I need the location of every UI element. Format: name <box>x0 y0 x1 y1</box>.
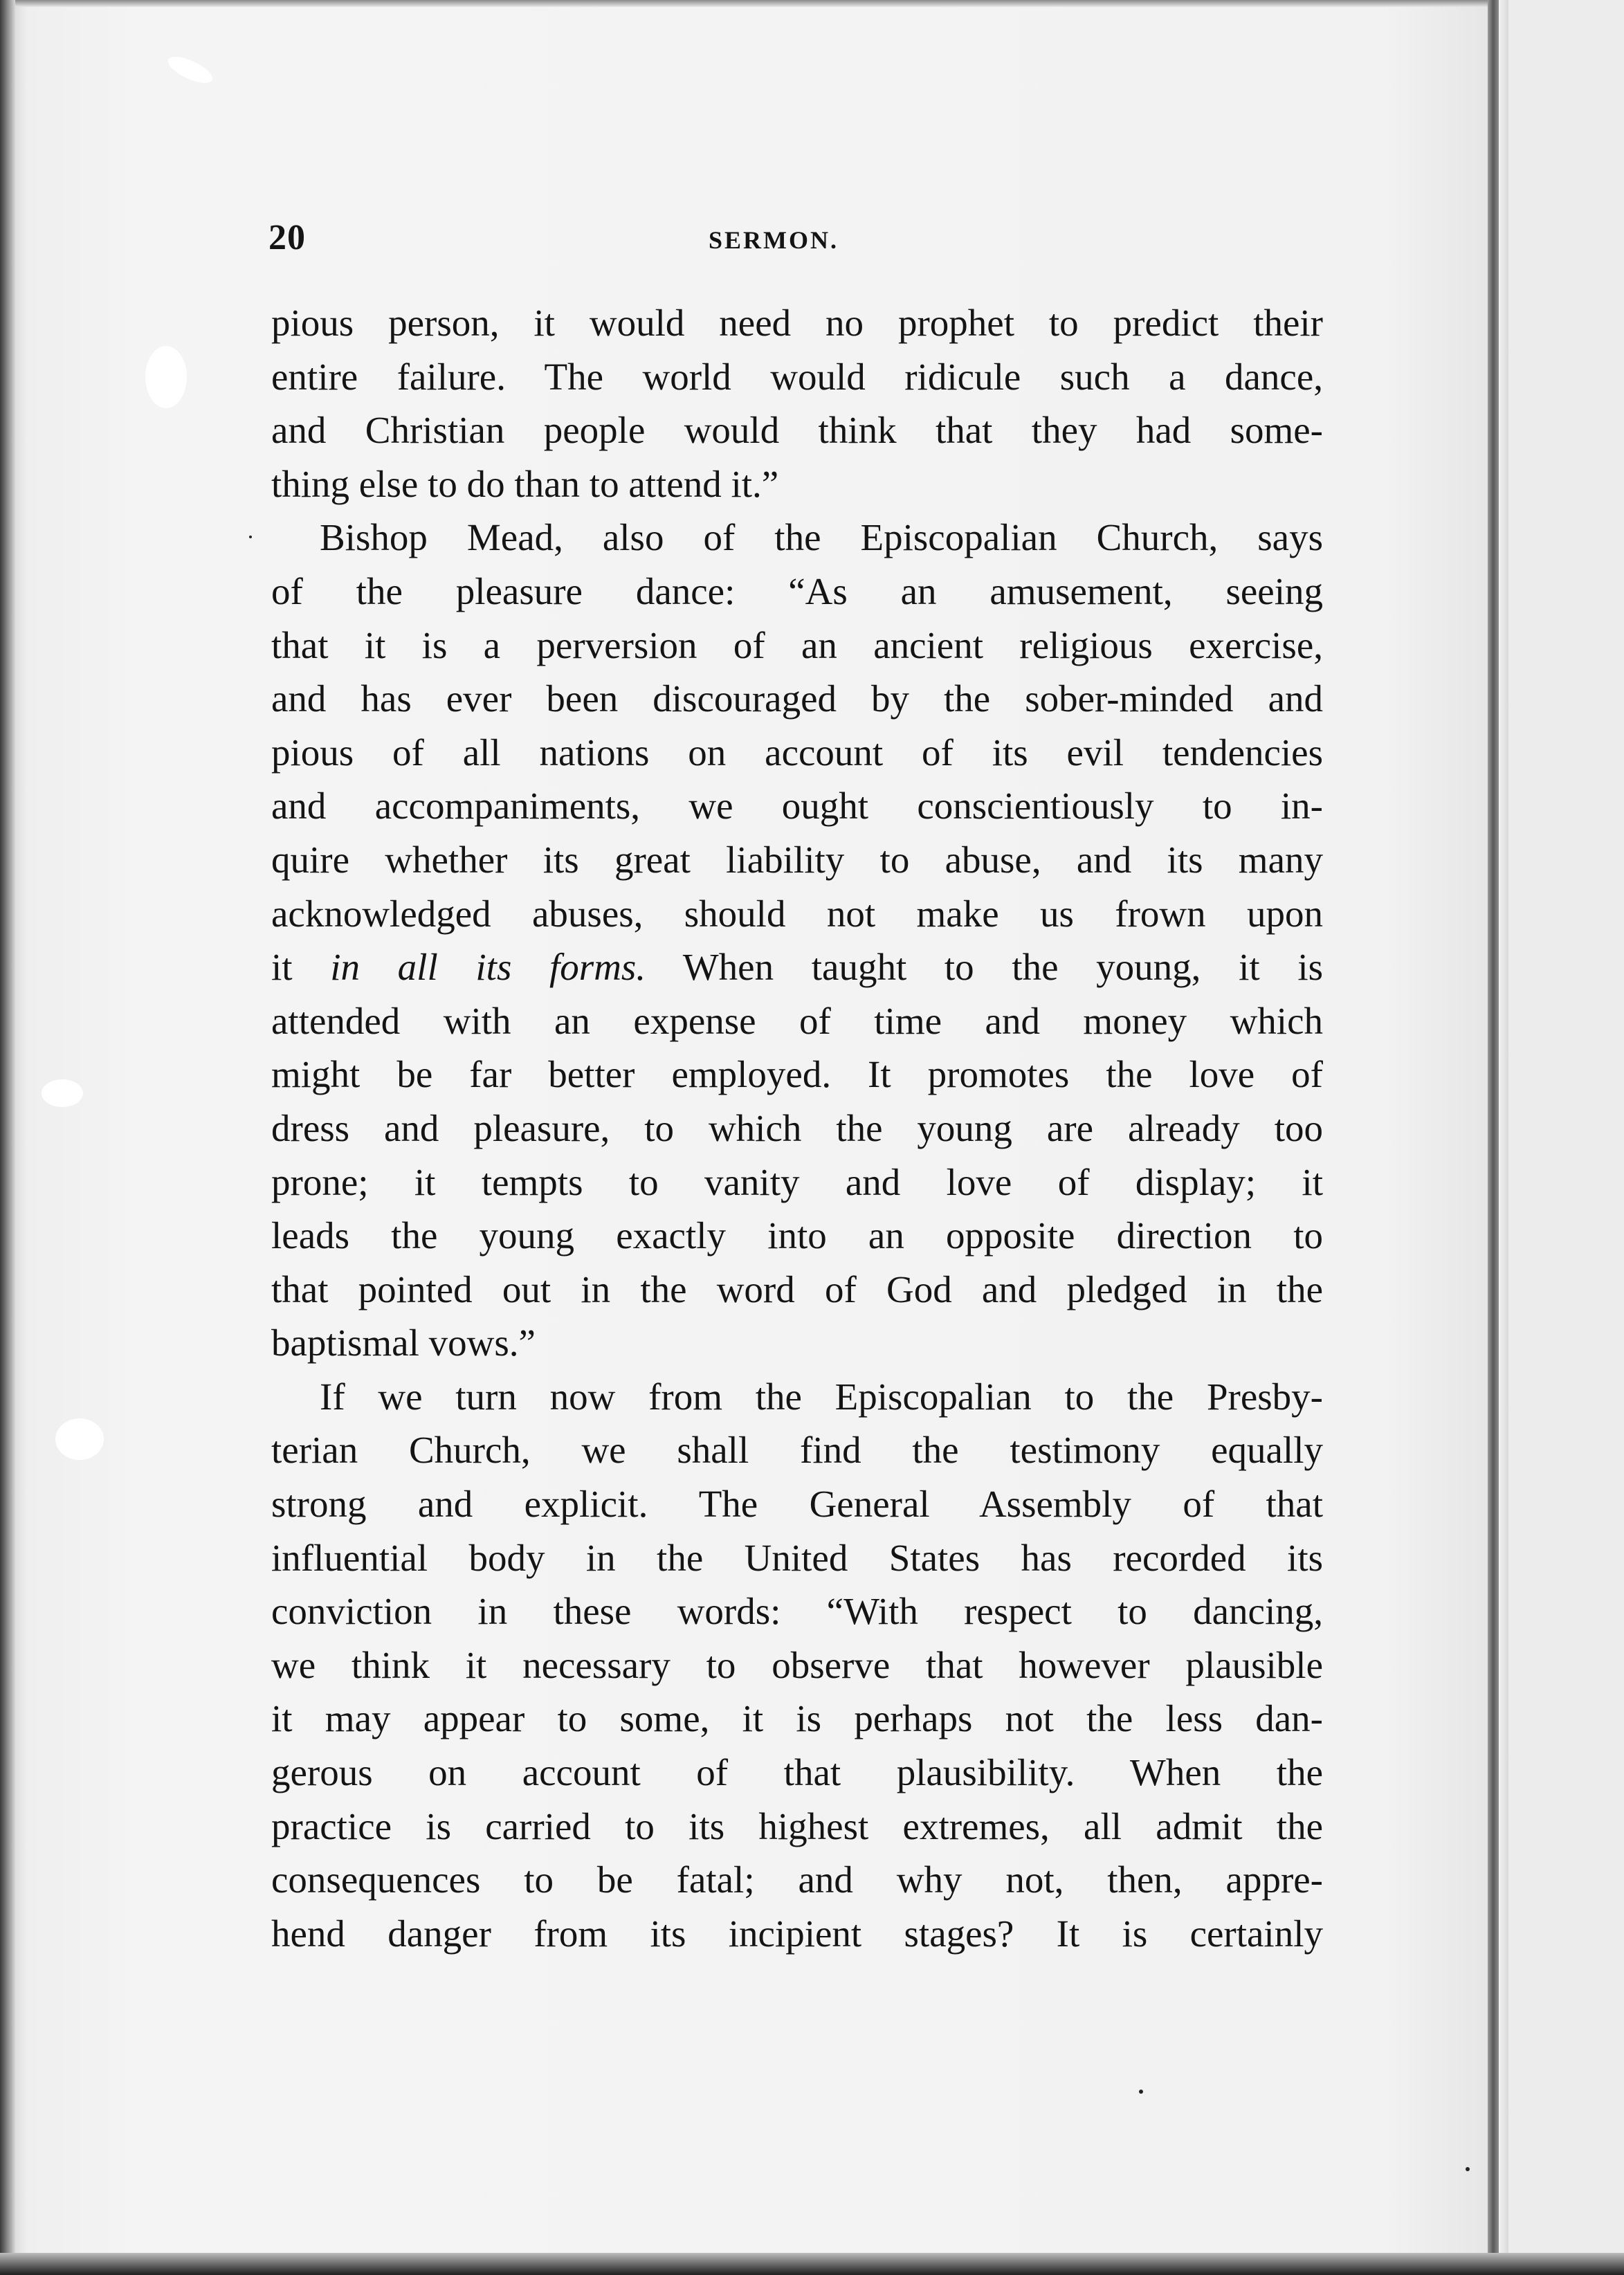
text-line: quire whether its great liability to abuse, and its many <box>271 838 1323 881</box>
text-line: gerous on account of that plausibility. When the <box>271 1751 1323 1794</box>
text-line: we think it necessary to observe that however plausible <box>271 1643 1323 1686</box>
text-line: pious of all nations on account of its evil tendencies <box>271 731 1323 774</box>
text-line: that it is a perversion of an ancient religious exercise, <box>271 623 1323 666</box>
text-line: leads the young exactly into an opposite direction to <box>271 1214 1323 1257</box>
scan-speck <box>42 1079 83 1107</box>
text-line: pious person, it would need no prophet to predict their <box>271 302 1323 344</box>
page-fold-shadow <box>1488 0 1499 2263</box>
text-line: terian Church, we shall find the testimony equally <box>271 1429 1323 1472</box>
text-line: acknowledged abuses, should not make us frown upon <box>271 892 1323 935</box>
scan-left-edge <box>0 0 15 2275</box>
running-head: SERMON. <box>709 226 839 254</box>
page-header <box>268 208 1320 270</box>
text-line: strong and explicit. The General Assembly of that <box>271 1483 1323 1526</box>
body-text <box>271 296 1323 1960</box>
scan-dot <box>249 536 252 538</box>
text-line: attended with an expense of time and money which <box>271 999 1323 1042</box>
text-line <box>271 940 1323 994</box>
right-margin <box>1508 0 1624 2263</box>
text-line: of the pleasure dance: “As an amusement, seeing <box>271 569 1323 612</box>
scan-dot <box>1466 2167 1470 2171</box>
text-line: prone; it tempts to vanity and love of display; it <box>271 1160 1323 1203</box>
scan-speck <box>55 1418 104 1460</box>
text-line: hend danger from its incipient stages? It is certainly <box>271 1912 1323 1955</box>
scan-speck <box>145 346 187 408</box>
text-line: If we turn now from the Episcopalian to the Presby- <box>320 1375 1323 1418</box>
scan-bottom-edge <box>0 2253 1624 2275</box>
page-number: 20 <box>268 218 306 257</box>
text-line-segment: it <box>271 946 331 989</box>
text-line: and has ever been discouraged by the sober-minded and <box>271 677 1323 720</box>
italic-emphasis: in all its forms. <box>330 946 646 989</box>
text-line: might be far better employed. It promotes the love of <box>271 1053 1323 1096</box>
text-line: it may appear to some, it is perhaps not the less dan- <box>271 1697 1323 1740</box>
text-line: thing else to do than to attend it.” <box>271 462 779 505</box>
text-line: and Christian people would think that they had some- <box>271 409 1323 452</box>
text-line: that pointed out in the word of God and pledged in the <box>271 1268 1323 1310</box>
text-line: influential body in the United States has recorded its <box>271 1536 1323 1579</box>
page-fold-highlight <box>1499 0 1508 2263</box>
text-line: entire failure. The world would ridicule such a dance, <box>271 355 1323 398</box>
text-line: Bishop Mead, also of the Episcopalian Church, says <box>320 516 1323 559</box>
text-line: baptismal vows.” <box>271 1322 536 1364</box>
text-line-segment: When taught to the young, it is <box>646 946 1323 989</box>
text-line: practice is carried to its highest extremes, all admit the <box>271 1805 1323 1847</box>
text-line: consequences to be fatal; and why not, then, appre- <box>271 1858 1323 1901</box>
text-line: conviction in these words: “With respect to dancing, <box>271 1590 1323 1633</box>
scan-dot <box>1139 2090 1143 2094</box>
text-line: and accompaniments, we ought conscientiously to in- <box>271 785 1323 828</box>
scan-top-edge <box>0 0 1624 7</box>
text-line: dress and pleasure, to which the young are already too <box>271 1106 1323 1149</box>
